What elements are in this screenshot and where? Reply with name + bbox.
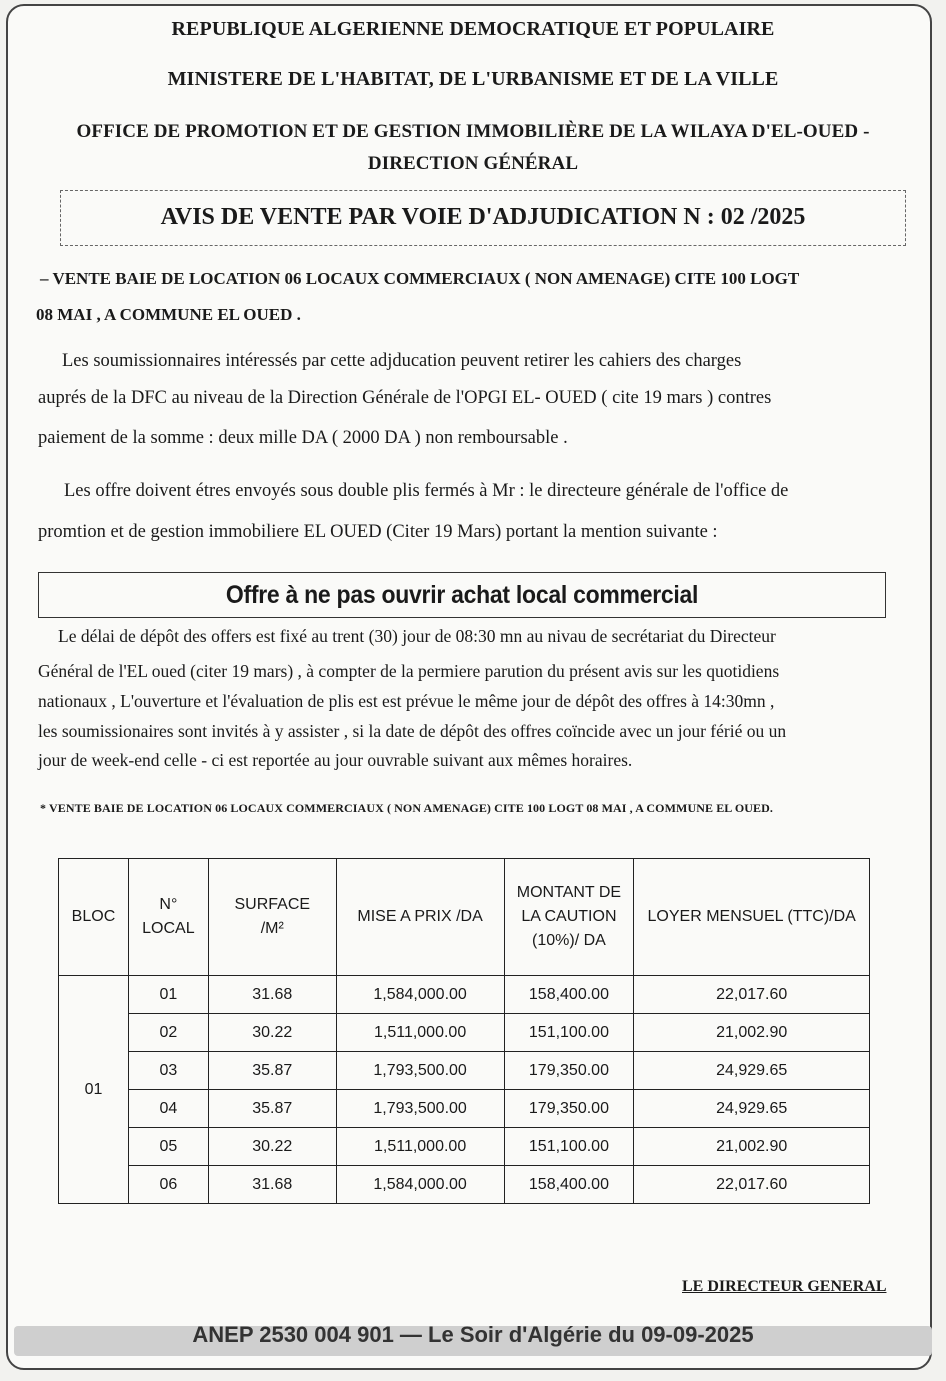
surface-cell: 30.22 — [208, 1014, 336, 1052]
loyer-cell: 22,017.60 — [634, 976, 870, 1014]
mise-cell: 1,511,000.00 — [336, 1014, 504, 1052]
surface-cell: 30.22 — [208, 1128, 336, 1166]
para2-line-2: promtion et de gestion immobiliere EL OUED (Citer 19 Mars) portant la mention suivante : — [38, 522, 718, 542]
header-office: OFFICE DE PROMOTION ET DE GESTION IMMOBILIÈRE DE LA WILAYA D'EL-OUED - — [76, 121, 870, 142]
table-header-row — [59, 859, 870, 976]
intro-line-1: – VENTE BAIE DE LOCATION 06 LOCAUX COMMERCIAUX ( NON AMENAGE) CITE 100 LOGT — [40, 269, 800, 288]
locaux-table — [58, 858, 870, 1204]
para3-line-4: les soumissionaires sont invités à y assister , si la date de dépôt des offres coïncide avec un jour férié ou un — [38, 721, 787, 741]
local-cell: 02 — [128, 1014, 208, 1052]
para2-line-1: Les offre doivent étres envoyés sous double plis fermés à Mr : le directeure générale de l'office de — [64, 481, 789, 501]
header-surface: SURFACE /M² — [208, 859, 336, 976]
header-caution: MONTANT DE LA CAUTION (10%)/ DA — [504, 859, 634, 976]
para1-line-1: Les soumissionnaires intéressés par cette adjducation peuvent retirer les cahiers des charges — [62, 351, 742, 371]
bloc-cell: 01 — [59, 976, 129, 1204]
caution-cell: 179,350.00 — [504, 1052, 634, 1090]
signature: LE DIRECTEUR GENERAL — [682, 1278, 887, 1295]
loyer-cell: 21,002.90 — [634, 1128, 870, 1166]
para3-line-5: jour de week-end celle - ci est reportée au jour ouvrable suivant aux mêmes horaires. — [38, 750, 633, 770]
intro-line-2: 08 MAI , A COMMUNE EL OUED . — [36, 305, 301, 324]
local-cell: 01 — [128, 976, 208, 1014]
loyer-cell: 21,002.90 — [634, 1014, 870, 1052]
surface-cell: 31.68 — [208, 976, 336, 1014]
header-republique: REPUBLIQUE ALGERIENNE DEMOCRATIQUE ET POPULAIRE — [171, 18, 775, 40]
header-loyer: LOYER MENSUEL (TTC)/DA — [634, 859, 870, 976]
table-row — [59, 1166, 870, 1204]
avis-title-box — [60, 190, 906, 246]
caution-cell: 158,400.00 — [504, 976, 634, 1014]
table-row — [59, 976, 870, 1014]
small-note: * VENTE BAIE DE LOCATION 06 LOCAUX COMMERCIAUX ( NON AMENAGE) CITE 100 LOGT 08 MAI , A COMMUNE EL OUED. — [40, 801, 774, 815]
local-cell: 04 — [128, 1090, 208, 1128]
table-row — [59, 1014, 870, 1052]
table-row — [59, 1090, 870, 1128]
header-direction: DIRECTION GÉNÉRAL — [367, 153, 579, 174]
header-local: N° LOCAL — [128, 859, 208, 976]
mise-cell: 1,584,000.00 — [336, 976, 504, 1014]
caution-cell: 179,350.00 — [504, 1090, 634, 1128]
para3-line-3: nationaux , L'ouverture et l'évaluation de plis est est prévue le même jour de dépôt des offres à 14:30mn , — [38, 691, 775, 711]
local-cell: 03 — [128, 1052, 208, 1090]
header-bloc: BLOC — [59, 859, 129, 976]
caution-cell: 151,100.00 — [504, 1014, 634, 1052]
offre-text: Offre à ne pas ouvrir achat local commercial — [225, 581, 699, 609]
mise-cell: 1,793,500.00 — [336, 1090, 504, 1128]
loyer-cell: 24,929.65 — [634, 1052, 870, 1090]
header-mise-a-prix: MISE A PRIX /DA — [336, 859, 504, 976]
caution-cell: 151,100.00 — [504, 1128, 634, 1166]
loyer-cell: 22,017.60 — [634, 1166, 870, 1204]
table-row — [59, 1052, 870, 1090]
para3-line-1: Le délai de dépôt des offers est fixé au trent (30) jour de 08:30 mn au nivau de secrétariat du Directeur — [58, 626, 776, 646]
header-ministere: MINISTERE DE L'HABITAT, DE L'URBANISME ET DE LA VILLE — [167, 68, 779, 90]
surface-cell: 35.87 — [208, 1052, 336, 1090]
surface-cell: 31.68 — [208, 1166, 336, 1204]
surface-cell: 35.87 — [208, 1090, 336, 1128]
mise-cell: 1,793,500.00 — [336, 1052, 504, 1090]
para1-line-2: auprés de la DFC au niveau de la Direction Générale de l'OPGI EL- OUED ( cite 19 mars ) contres — [38, 388, 772, 408]
offre-box — [38, 572, 886, 618]
footer-text: ANEP 2530 004 901 — Le Soir d'Algérie du 09-09-2025 — [192, 1322, 754, 1347]
caution-cell: 158,400.00 — [504, 1166, 634, 1204]
mise-cell: 1,584,000.00 — [336, 1166, 504, 1204]
para3-line-2: Général de l'EL oued (citer 19 mars) , à compter de la permiere parution du présent avis sur les quotidiens — [38, 661, 780, 681]
para1-line-3: paiement de la somme : deux mille DA ( 2000 DA ) non remboursable . — [38, 428, 568, 448]
table-row — [59, 1128, 870, 1166]
local-cell: 05 — [128, 1128, 208, 1166]
mise-cell: 1,511,000.00 — [336, 1128, 504, 1166]
loyer-cell: 24,929.65 — [634, 1090, 870, 1128]
avis-title: AVIS DE VENTE PAR VOIE D'ADJUDICATION N : 02 /2025 — [160, 204, 806, 230]
local-cell: 06 — [128, 1166, 208, 1204]
